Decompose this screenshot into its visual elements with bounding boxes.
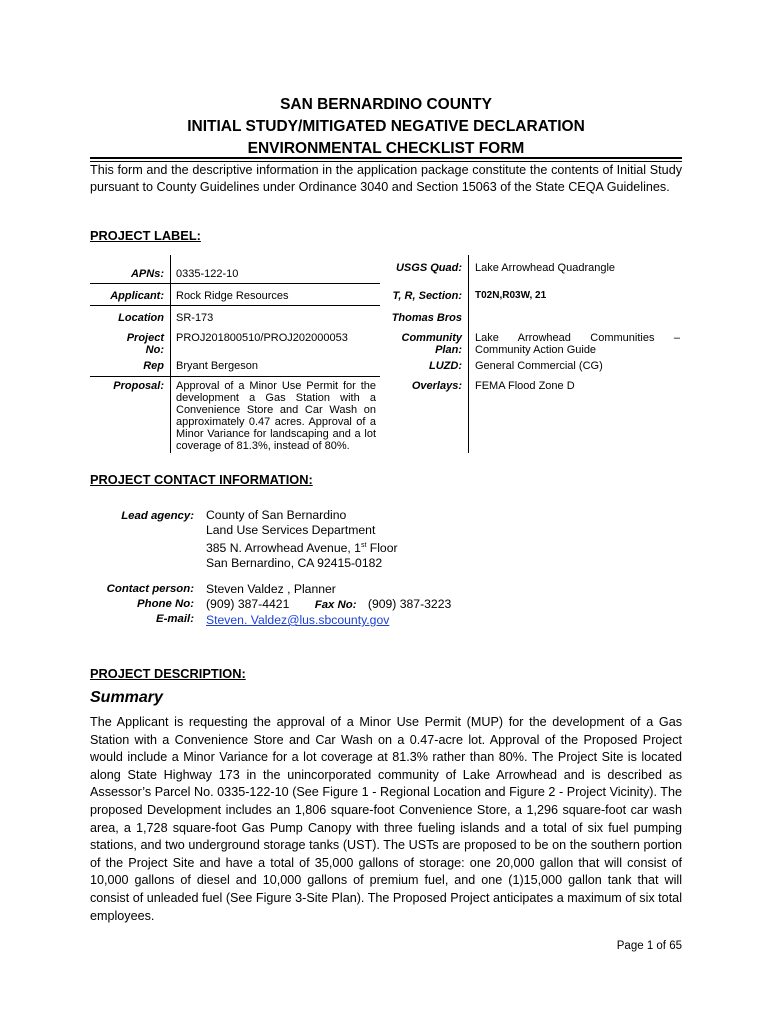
usgs-quad-value: Lake Arrowhead Quadrangle — [475, 262, 616, 274]
lead-agency-label — [90, 508, 194, 524]
description-body: The Applicant is requesting the approval of a Minor Use Permit (MUP) for the development of a Gas Station with a Convenience Store and Car Wash on a 0.47-acre lot. Approval of the Proposed Project would include a Minor Variance for a lot coverage at 81.3% rather than 80%. The Project Site is located along State Highway 173 in the unincorporated community of Lake Arrowhead and is described as Assessor’s Parcel No. 0335-122-10 (See Figure 1 - Regional Location and Figure 2 - Project Vicinity). The proposed Development includes an 1,806 square-foot Convenience Store, a 1,296 square-foot car wash area, a 1,728 square-foot Gas Pump Canopy with three fueling islands and a total of six fuel pumping stations, and two underground storage tanks (UST). The USTs are proposed to be on the southern portion of the Project Site and have a total of 35,000 gallons of storage: one 20,000 gallon that will consist of 10,000 gallons of diesel and 10,000 gallons of premium fuel, and one (1)15,000 gallon tank that will consist of unleaded fuel (See Figure 3-Site Plan). The Proposed Project anticipates a maximum of six total employees. — [90, 715, 682, 923]
applicant-label: Applicant: — [110, 290, 164, 302]
street-floor: Floor — [366, 541, 398, 556]
community-plan-value: Lake Arrowhead Communities – Community Action Guide — [475, 332, 680, 356]
lead-agency-address — [206, 508, 536, 571]
community-plan-label — [380, 332, 462, 356]
luzd-value: General Commercial (CG) — [475, 360, 603, 372]
project-label-table — [90, 255, 682, 453]
overlays-value: FEMA Flood Zone D — [475, 380, 575, 392]
rep-value: Bryant Bergeson — [176, 360, 258, 372]
summary-heading: Summary — [90, 689, 163, 706]
table-divider — [90, 305, 380, 306]
title-line-checklist: ENVIRONMENTAL CHECKLIST FORM — [247, 140, 525, 157]
community-plan-label-line2: Plan: — [435, 344, 462, 356]
rep-label: Rep — [143, 360, 164, 372]
phone-value: (909) 387-4421 — [206, 597, 290, 611]
apns-label: APNs: — [130, 268, 164, 280]
thomas-bros-label: Thomas Bros — [391, 312, 462, 324]
contact-labels — [90, 582, 194, 627]
fax-value: (909) 387-3223 — [367, 597, 452, 611]
apns-value: 0335-122-10 — [176, 268, 239, 280]
lead-agency-street — [206, 538, 536, 556]
location-label: Location — [118, 312, 164, 324]
contact-person-value: Steven Valdez , Planner — [206, 582, 336, 596]
luzd-label: LUZD: — [429, 360, 462, 372]
fax-label: Fax No: — [314, 599, 357, 611]
email-link[interactable]: Steven. Valdez@lus.sbcounty.gov — [206, 613, 390, 627]
trs-label: T, R, Section: — [392, 290, 462, 302]
community-plan-label-line1: Community — [401, 332, 462, 344]
lead-agency-label-text: Lead agency: — [121, 510, 194, 522]
title-line-county: SAN BERNARDINO COUNTY — [280, 96, 492, 113]
project-no-value: PROJ201800510/PROJ202000053 — [176, 332, 348, 344]
contact-heading: PROJECT CONTACT INFORMATION: — [90, 472, 313, 487]
document-title — [90, 94, 682, 160]
street-text: 385 N. Arrowhead Avenue, 1 — [206, 541, 361, 556]
page-number: Page 1 of 65 — [616, 940, 682, 952]
lead-agency-name: County of San Bernardino — [206, 508, 347, 522]
description-heading: PROJECT DESCRIPTION: — [90, 666, 246, 681]
project-label-heading: PROJECT LABEL: — [90, 228, 201, 243]
lead-agency-city: San Bernardino, CA 92415-0182 — [206, 556, 383, 571]
table-divider — [90, 376, 380, 377]
title-divider — [90, 157, 682, 159]
location-value: SR-173 — [176, 312, 214, 324]
proposal-value: Approval of a Minor Use Permit for the development a Gas Station with a Convenience Store and Car Wash on approximately 0.47 acres. Approval of a Minor Variance for landscaping and a lot coverage of 81.3%, instead of 80%. — [176, 380, 376, 452]
intro-paragraph: This form and the descriptive information in the application package constitute the contents of Initial Study pursuant to County Guidelines under Ordinance 3040 and Section 15063 of the State CEQA Guidelines. — [90, 163, 682, 194]
project-no-label-line2: No: — [145, 344, 164, 356]
trs-value: T02N,R03W, 21 — [475, 290, 547, 301]
phone-label: Phone No: — [137, 598, 194, 610]
project-no-label-line1: Project — [126, 332, 164, 344]
lead-agency-department: Land Use Services Department — [206, 523, 376, 537]
overlays-label: Overlays: — [411, 380, 462, 392]
table-divider — [170, 255, 171, 453]
table-divider — [90, 283, 380, 284]
contact-person-label: Contact person: — [106, 583, 194, 595]
street-ordinal: st — [360, 542, 367, 549]
usgs-quad-label: USGS Quad: — [395, 262, 462, 274]
contact-values — [206, 582, 536, 628]
table-divider — [468, 255, 469, 453]
proposal-label: Proposal: — [113, 380, 164, 392]
email-label: E-mail: — [156, 613, 194, 625]
applicant-value: Rock Ridge Resources — [176, 290, 289, 302]
phone-fax-row — [206, 597, 536, 613]
project-no-label — [90, 332, 164, 356]
title-line-study: INITIAL STUDY/MITIGATED NEGATIVE DECLARATION — [187, 118, 585, 135]
